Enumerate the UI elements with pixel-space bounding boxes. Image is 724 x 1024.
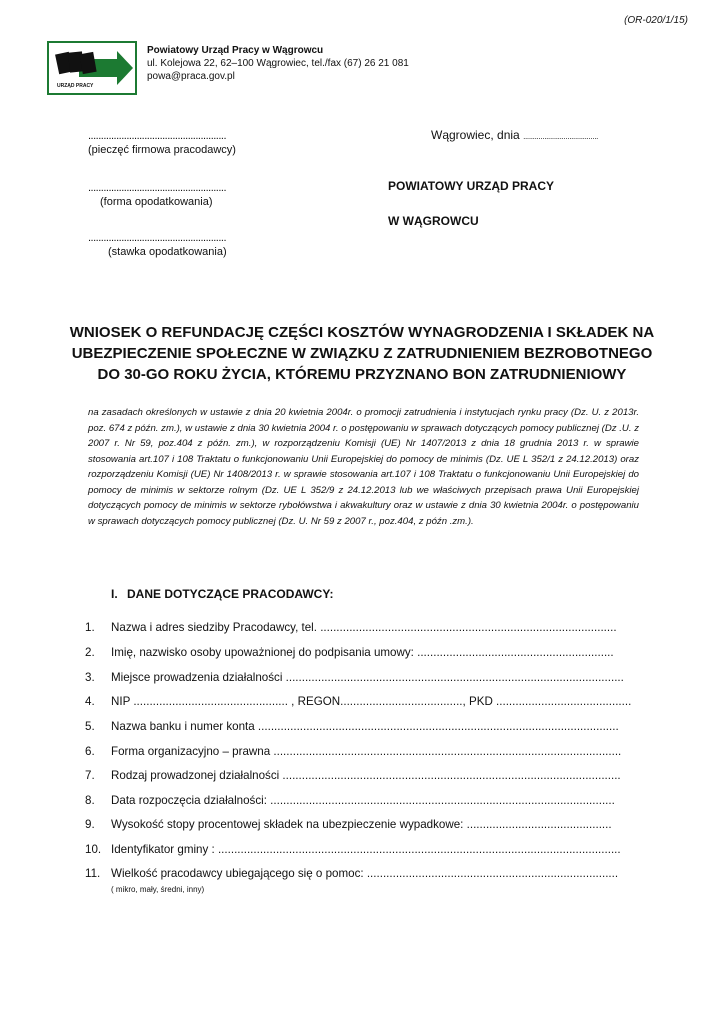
tax-rate-label: (stawka opodatkowania) bbox=[108, 246, 227, 258]
tax-rate-field bbox=[88, 231, 227, 259]
office-address: ul. Kolejowa 22, 62–100 Wągrowiec, tel./fax (67) 26 21 081 bbox=[147, 58, 409, 69]
recipient-line1: POWIATOWY URZĄD PRACY bbox=[388, 179, 555, 193]
item-number: 8. bbox=[85, 794, 95, 807]
tax-form-field bbox=[88, 181, 226, 209]
item-text: Imię, nazwisko osoby upoważnionej do podpisania umowy: ............................................................. bbox=[111, 646, 614, 659]
item-text: Identyfikator gminy : ............................................................................................................................. bbox=[111, 843, 621, 856]
item-text: Forma organizacyjno – prawna ............................................................................................................ bbox=[111, 745, 622, 758]
item-text: Nazwa i adres siedziby Pracodawcy, tel. ............................................................................................ bbox=[111, 621, 617, 634]
list-item bbox=[85, 769, 645, 787]
section-number: I. bbox=[111, 587, 118, 601]
office-logo bbox=[47, 41, 137, 95]
list-item bbox=[85, 646, 645, 664]
list-item bbox=[85, 671, 645, 689]
stamp-dots: ...................................................... bbox=[88, 130, 227, 142]
date-dots: ....................................... bbox=[523, 132, 599, 141]
item-text: Nazwa banku i numer konta ................................................................................................................ bbox=[111, 720, 619, 733]
item-text: Miejsce prowadzenia działalności ......................................................................................................... bbox=[111, 671, 624, 684]
list-item bbox=[85, 720, 645, 738]
logo-caption: URZĄD PRACY bbox=[57, 83, 94, 89]
title-line2: UBEZPIECZENIE SPOŁECZNE W ZWIĄZKU Z ZATRUDNIENIEM BEZROBOTNEGO bbox=[71, 345, 653, 362]
form-code: (OR-020/1/15) bbox=[624, 15, 688, 26]
list-item bbox=[85, 695, 645, 713]
office-name: Powiatowy Urząd Pracy w Wągrowcu bbox=[147, 45, 324, 56]
section-title: DANE DOTYCZĄCE PRACODAWCY: bbox=[127, 587, 334, 601]
item-number: 1. bbox=[85, 621, 95, 634]
list-item bbox=[85, 818, 645, 836]
item-text: Data rozpoczęcia działalności: ........................................................................................................... bbox=[111, 794, 615, 807]
office-header bbox=[147, 44, 409, 83]
tax-form-label: (forma opodatkowania) bbox=[100, 196, 213, 208]
list-item bbox=[85, 621, 645, 639]
item-number: 3. bbox=[85, 671, 95, 684]
item-number: 5. bbox=[85, 720, 95, 733]
tax-rate-dots: ...................................................... bbox=[88, 232, 227, 244]
stamp-field bbox=[88, 129, 236, 157]
item-number: 7. bbox=[85, 769, 95, 782]
item-hint: ( mikro, mały, średni, inny) bbox=[111, 885, 205, 894]
item-number: 10. bbox=[85, 843, 102, 856]
section-heading bbox=[111, 587, 333, 601]
item-number: 2. bbox=[85, 646, 95, 659]
title-line1: WNIOSEK O REFUNDACJĘ CZĘŚCI KOSZTÓW WYNAGRODZENIA I SKŁADEK NA bbox=[69, 324, 655, 341]
item-number: 9. bbox=[85, 818, 95, 831]
tax-form-dots: ...................................................... bbox=[88, 182, 227, 194]
list-item bbox=[85, 867, 645, 899]
title-line3: DO 30-GO ROKU ŻYCIA, KTÓREMU PRZYZNANO BON ZATRUDNIENIOWY bbox=[97, 366, 627, 383]
item-number: 4. bbox=[85, 695, 95, 708]
list-item bbox=[85, 843, 645, 861]
list-item bbox=[85, 745, 645, 763]
item-number: 11. bbox=[85, 867, 101, 880]
list-item bbox=[85, 794, 645, 812]
office-email: powa@praca.gov.pl bbox=[147, 71, 235, 82]
place-date bbox=[431, 128, 598, 142]
item-text: Wysokość stopy procentowej składek na ubezpieczenie wypadkowe: ............................................. bbox=[111, 818, 612, 831]
item-text: Wielkość pracodawcy ubiegającego się o pomoc: .............................................................................. bbox=[111, 867, 619, 880]
item-number: 6. bbox=[85, 745, 95, 758]
place-date-label: Wągrowiec, dnia bbox=[431, 128, 520, 142]
recipient-line2: W WĄGROWCU bbox=[388, 214, 479, 228]
document-title bbox=[60, 322, 664, 385]
item-text: Rodzaj prowadzonej działalności ......................................................................................................... bbox=[111, 769, 621, 782]
stamp-label: (pieczęć firmowa pracodawcy) bbox=[88, 144, 236, 156]
item-text: NIP ................................................ , REGON......................................, PKD .......................................... bbox=[111, 695, 632, 708]
legal-basis: na zasadach określonych w ustawie z dnia 20 kwietnia 2004r. o promocji zatrudnienia i instytucjach rynku pracy (Dz. U. z 2013r. poz. 674 z późn. zm.), w ustawie z dnia 30 kwietnia 2004 r. o postępowaniu w sprawach dotyczących pomocy publicznej (Dz .U. z 2007 r. Nr 59, poz.404 z późn. zm.), w rozporządzeniu Komisji (UE) Nr 1407/2013 z dnia 18 grudnia 2013 r. w sprawie stosowania art.107 i 108 Traktatu o funkcjonowaniu Unii Europejskiej do pomocy de minimis (Dz. UE L 352/1 z 24.12.2013) oraz rozporządzeniu Komisji (UE) Nr 1408/2013 r. w sprawie stosowania art.107 i 108 Traktatu o funkcjonowaniu Unii Europejskiej do pomocy de minimis w sektorze rolnym (Dz. UE L 352/9 z 24.12.2013 lub we właściwych przepisach prawa Unii Europejskiej dotyczących pomocy de minimis w sektorze rybołówstwa i akwakultury oraz w ustawie z dnia 30 kwietnia 2004r. o postępowaniu w sprawach dotyczących pomocy publicznej (Dz. U. Nr 59 z 2007 r., poz.404, z późn .zm.). bbox=[88, 407, 639, 527]
